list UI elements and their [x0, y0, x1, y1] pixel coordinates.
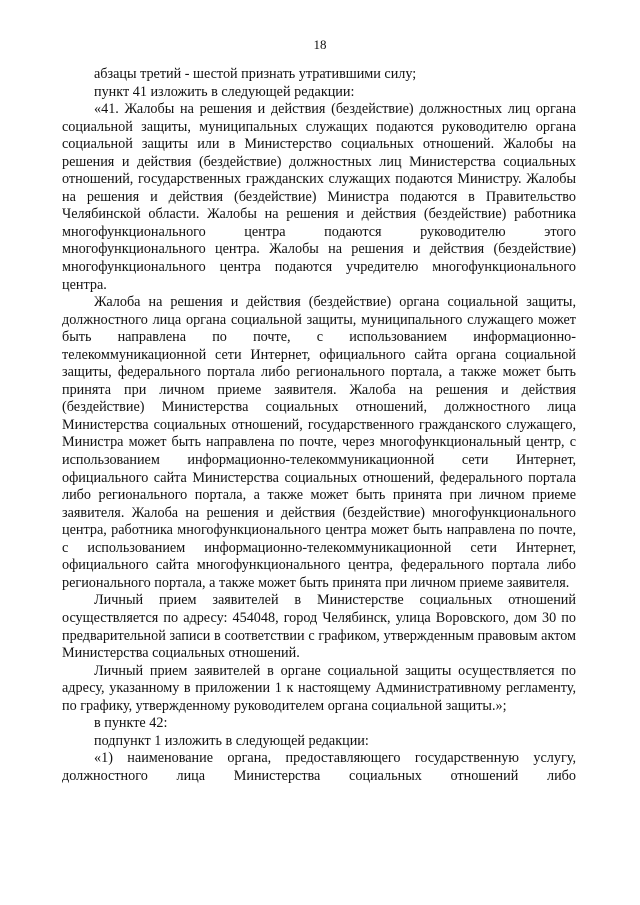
paragraph-agency-reception: Личный прием заявителей в органе социальной защиты осуществляется по адресу, указанному в приложении 1 к настоящему Административному регламенту, по графику, утвержденному руководителем органа социальной защиты.»;	[62, 662, 576, 714]
paragraph-podpunkt-1: подпункт 1 изложить в следующей редакции:	[94, 732, 369, 749]
page-number: 18	[313, 37, 327, 52]
paragraph-punkt-41: пункт 41 изложить в следующей редакции:	[94, 83, 355, 100]
paragraph-punkt-42: в пункте 42:	[94, 715, 168, 732]
document-body	[62, 66, 576, 785]
paragraph-complaints-41: «41. Жалобы на решения и действия (бездействие) должностных лиц органа социальной защиты, муниципальных служащих подаются руководителю органа социальной защиты или в Министерство социальных отношений. Жалобы на решения и действия (бездействие) должностных лиц Министерства социальных отношений, государственных гражданских служащих подаются Министру. Жалобы на решения и действия (бездействие) Министра подаются в Правительство Челябинской области. Жалобы на решения и действия (бездействие) работника многофункционального центра подаются руководителю этого многофункционального центра. Жалобы на решения и действия (бездействие) многофункционального центра подаются учредителю многофункционального центра.	[62, 101, 576, 293]
paragraph-ministry-reception: Личный прием заявителей в Министерстве социальных отношений осуществляется по адресу: 454048, город Челябинск, улица Воровского, дом 30 по предварительной записи в соответствии с графиком, утвержденным правовым актом Министерства социальных отношений.	[62, 592, 576, 662]
paragraph-naimenovanie: «1) наименование органа, предоставляющего государственную услугу, должностного лица Министерства социальных отношений либо	[62, 750, 576, 784]
paragraph-complaint-channels: Жалоба на решения и действия (бездействие) органа социальной защиты, должностного лица органа социальной защиты, муниципального служащего может быть направлена по почте, с использованием информационно-телекоммуникационной сети Интернет, официального сайта органа социальной защиты, федерального портала либо регионального портала, а также может быть принята при личном приеме заявителя. Жалоба на решения и действия (бездействие) Министерства социальных отношений, должностного лица Министерства социальных отношений, государственного гражданского служащего, Министра может быть направлена по почте, через многофункциональный центр, с использованием информационно-телекоммуникационной сети Интернет, официального сайта Министерства социальных отношений, федерального портала либо регионального портала, а также может быть принята при личном приеме заявителя. Жалоба на решения и действия (бездействие) многофункционального центра, работника многофункционального центра может быть направлена по почте, с использованием информационно-телекоммуникационной сети Интернет, официального сайта многофункционального центра, федерального портала либо регионального портала, а также может быть принята при личном приеме заявителя.	[62, 294, 576, 591]
paragraph-abzacy: абзацы третий - шестой признать утратившими силу;	[94, 66, 417, 82]
